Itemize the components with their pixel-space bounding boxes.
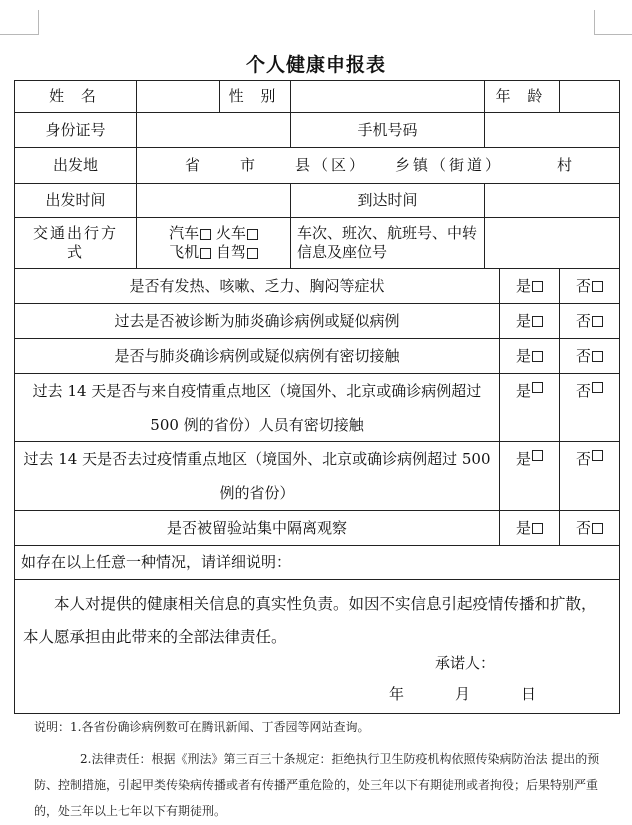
arrive-time-field[interactable] xyxy=(484,183,620,218)
answer-no[interactable] xyxy=(559,303,620,339)
checkbox[interactable] xyxy=(247,248,258,259)
checkbox[interactable] xyxy=(532,281,543,292)
phone-label: 手机号码 xyxy=(290,112,485,148)
vehicle-info-field[interactable] xyxy=(484,217,620,269)
answer-yes[interactable] xyxy=(499,441,560,511)
answer-yes-label: 是 xyxy=(515,450,531,468)
question-text: 过去 14 天是否与来自疫情重点地区（境国外、北京或确诊病例超过 500 例的省份）人员有密切接触 xyxy=(14,373,500,442)
checkbox[interactable] xyxy=(532,523,543,534)
answer-no-label: 否 xyxy=(575,518,591,537)
answer-yes-label: 是 xyxy=(515,346,531,365)
transport-option-car[interactable]: 汽车 xyxy=(169,224,211,242)
transport-label: 交通出行方式 xyxy=(14,217,137,269)
day-label: 日 xyxy=(521,685,537,703)
gender-label: 性 别 xyxy=(219,80,291,113)
signature-field[interactable] xyxy=(497,657,597,677)
answer-no[interactable] xyxy=(559,510,620,546)
checkbox[interactable] xyxy=(247,229,258,240)
year-label: 年 xyxy=(389,685,405,703)
question-text: 是否被留验站集中隔离观察 xyxy=(14,510,500,546)
pledge-text: 本人对提供的健康相关信息的真实性负责。如因不实信息引起疫情传播和扩散，本人愿承担由此带来的全部法律责任。 xyxy=(23,595,597,646)
question-text: 是否有发热、咳嗽、乏力、胸闷等症状 xyxy=(14,268,500,304)
answer-yes[interactable] xyxy=(499,268,560,304)
answer-yes-label: 是 xyxy=(515,276,531,295)
explain-prompt: 如存在以上任意一种情况，请详细说明： xyxy=(14,545,620,580)
answer-no-label: 否 xyxy=(575,346,591,365)
phone-field[interactable] xyxy=(484,112,620,148)
town-label: 乡镇（街道） xyxy=(395,156,504,175)
answer-no[interactable] xyxy=(559,373,620,442)
checkbox[interactable] xyxy=(592,523,603,534)
checkbox[interactable] xyxy=(592,351,603,362)
arrive-time-label: 到达时间 xyxy=(290,183,485,218)
answer-yes[interactable] xyxy=(499,338,560,374)
answer-no[interactable] xyxy=(559,268,620,304)
checkbox[interactable] xyxy=(532,450,543,461)
answer-no-label: 否 xyxy=(575,311,591,330)
origin-field[interactable] xyxy=(136,147,620,184)
name-field[interactable] xyxy=(136,80,220,113)
gender-field[interactable] xyxy=(290,80,485,113)
answer-no-label: 否 xyxy=(575,276,591,295)
note-1: 说明：1.各省份确诊病例数可在腾讯新闻、丁香园等网站查询。 xyxy=(34,720,370,734)
signer-label: 承诺人： xyxy=(435,654,496,672)
question-text: 是否与肺炎确诊病例或疑似病例有密切接触 xyxy=(14,338,500,374)
depart-time-label: 出发时间 xyxy=(14,183,137,218)
answer-yes-label: 是 xyxy=(515,311,531,330)
answer-yes[interactable] xyxy=(499,303,560,339)
vehicle-info-label: 车次、班次、航班号、中转 信息及座位号 xyxy=(290,217,485,269)
form-title: 个人健康申报表 xyxy=(245,54,386,76)
page-corner-mark-top-left xyxy=(0,10,39,35)
note-2: 2.法律责任：根据《刑法》第三百三十条规定：拒绝执行卫生防疫机构依照传染病防治法 提出的预防、控制措施，引起甲类传染病传播或者有传播严重危险的，处三年以下有期徒刑或者拘役；后果特别严重的，处三年以上七年以下有期徒刑。 xyxy=(34,752,600,818)
answer-yes-label: 是 xyxy=(515,518,531,537)
origin-label: 出发地 xyxy=(14,147,137,184)
answer-yes[interactable] xyxy=(499,510,560,546)
answer-no-label: 否 xyxy=(575,382,591,400)
transport-option-selfdrive[interactable]: 自驾 xyxy=(216,243,258,261)
page-corner-mark-top-right xyxy=(594,10,632,35)
question-text: 过去 14 天是否去过疫情重点地区（境国外、北京或确诊病例超过 500 例的省份） xyxy=(14,441,500,511)
age-field[interactable] xyxy=(559,80,620,113)
checkbox[interactable] xyxy=(200,248,211,259)
checkbox[interactable] xyxy=(532,382,543,393)
answer-no[interactable] xyxy=(559,338,620,374)
province-label: 省 xyxy=(185,156,201,175)
answer-no-label: 否 xyxy=(575,450,591,468)
depart-time-field[interactable] xyxy=(136,183,291,218)
month-label: 月 xyxy=(455,685,471,703)
checkbox[interactable] xyxy=(592,316,603,327)
village-label: 村 xyxy=(557,156,573,175)
city-label: 市 xyxy=(240,156,256,175)
county-label: 县（区） xyxy=(295,156,368,175)
answer-no[interactable] xyxy=(559,441,620,511)
age-label: 年 龄 xyxy=(484,80,560,113)
transport-option-plane[interactable]: 飞机 xyxy=(169,243,211,261)
checkbox[interactable] xyxy=(200,229,211,240)
checkbox[interactable] xyxy=(592,382,603,393)
checkbox[interactable] xyxy=(532,316,543,327)
checkbox[interactable] xyxy=(592,450,603,461)
question-text: 过去是否被诊断为肺炎确诊病例或疑似病例 xyxy=(14,303,500,339)
transport-options xyxy=(136,217,291,269)
transport-option-train[interactable]: 火车 xyxy=(216,224,258,242)
pledge-box xyxy=(14,579,620,714)
answer-yes[interactable] xyxy=(499,373,560,442)
id-number-field[interactable] xyxy=(136,112,291,148)
checkbox[interactable] xyxy=(532,351,543,362)
answer-yes-label: 是 xyxy=(515,382,531,400)
name-label: 姓 名 xyxy=(14,80,137,113)
id-number-label: 身份证号 xyxy=(14,112,137,148)
checkbox[interactable] xyxy=(592,281,603,292)
